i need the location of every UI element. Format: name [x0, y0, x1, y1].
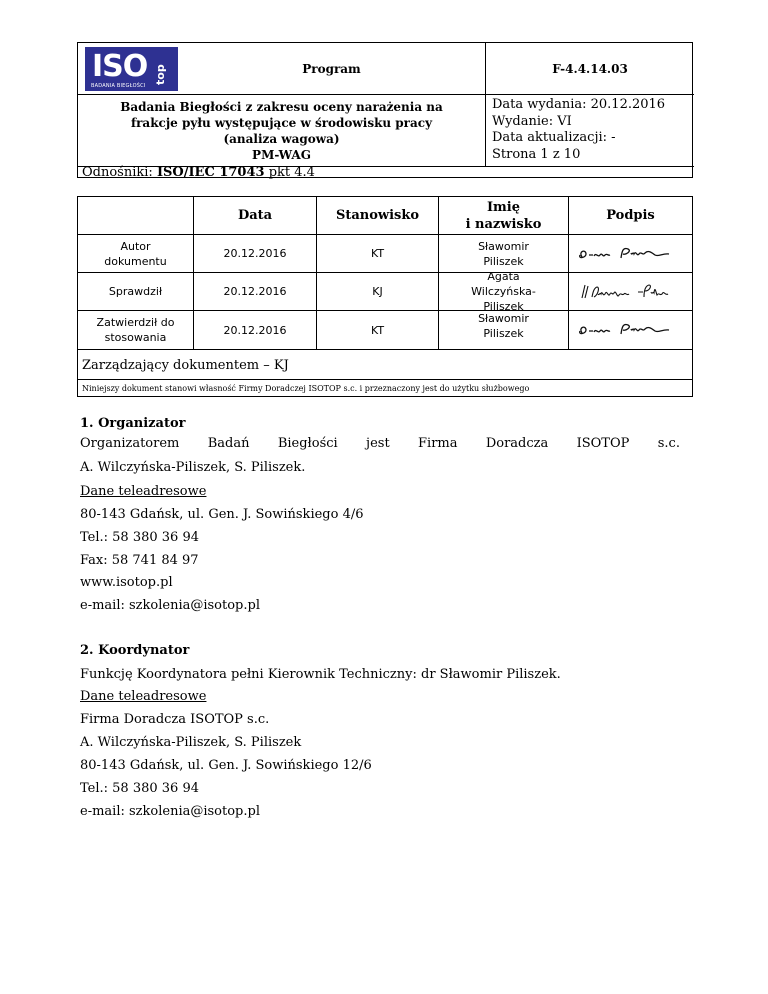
column-header-signature: Podpis	[606, 208, 655, 223]
document-meta	[492, 97, 665, 163]
edition: Wydanie: VI	[492, 113, 572, 129]
signature-image	[569, 311, 692, 349]
row-date: 20.12.2016	[223, 323, 287, 337]
column-header-position: Stanowisko	[335, 208, 420, 223]
row-role: Sprawdził	[108, 285, 163, 298]
section2-heading: 2. Koordynator	[80, 643, 190, 658]
section1-www: www.isotop.pl	[80, 575, 173, 590]
row-position: KT	[370, 323, 385, 337]
section2-phone: Tel.: 58 380 36 94	[80, 781, 199, 796]
section1-intro: Organizatorem Badań Biegłości jest Firma Doradcza ISOTOP s.c.	[80, 436, 680, 451]
signature-image	[569, 235, 692, 272]
section1-heading: 1. Organizator	[80, 416, 186, 431]
row-name: Agata Wilczyńska- Piliszek	[471, 269, 536, 313]
document-manager: Zarządzający dokumentem – KJ	[82, 358, 289, 373]
references: Odnośniki: ISO/IEC 17043 pkt 4.4	[82, 165, 315, 180]
section2-company: Firma Doradcza ISOTOP s.c.	[80, 712, 270, 727]
page-number: Strona 1 z 10	[492, 146, 581, 162]
column-header-date: Data	[237, 208, 273, 223]
section2-owners: A. Wilczyńska-Piliszek, S. Piliszek	[80, 735, 302, 750]
document-code: F-4.4.14.03	[552, 61, 628, 76]
column-header-name: Imię i nazwisko	[465, 199, 542, 232]
section1-fax: Fax: 58 741 84 97	[80, 553, 199, 568]
ownership-note: Niniejszy dokument stanowi własność Firmy Doradczej ISOTOP s.c. i przeznaczony jest do użytku służbowego	[82, 384, 530, 393]
row-position: KT	[370, 247, 385, 260]
row-role: Zatwierdził do stosowania	[96, 316, 175, 344]
section1-address: 80-143 Gdańsk, ul. Gen. J. Sowińskiego 4/6	[80, 507, 364, 522]
section2-contact-heading: Dane teleadresowe	[80, 689, 207, 704]
section1-contact-heading: Dane teleadresowe	[80, 484, 207, 499]
row-name: Sławomir Piliszek	[478, 312, 529, 340]
section1-email: e-mail: szkolenia@isotop.pl	[80, 598, 260, 613]
row-name: Sławomir Piliszek	[478, 239, 529, 268]
row-date: 20.12.2016	[223, 285, 287, 298]
document-title: Badania Biegłości z zakresu oceny narażenia na frakcje pyłu występujące w środowisku pracy (analiza wagowa) PM-WAG	[120, 100, 443, 162]
update-date: Data aktualizacji: -	[492, 130, 616, 145]
row-role: Autor dokumentu	[104, 239, 167, 268]
section1-phone: Tel.: 58 380 36 94	[80, 530, 199, 545]
row-date: 20.12.2016	[223, 247, 287, 260]
row-position: KJ	[372, 285, 383, 298]
section2-address: 80-143 Gdańsk, ul. Gen. J. Sowińskiego 12/6	[80, 758, 372, 773]
section2-email: e-mail: szkolenia@isotop.pl	[80, 804, 260, 819]
approval-table	[77, 196, 693, 397]
program-label: Program	[302, 61, 361, 76]
document-header	[77, 42, 693, 178]
isotop-logo: ISO top BADANIA BIEGŁOŚCI	[85, 47, 178, 91]
section1-intro-line2: A. Wilczyńska-Piliszek, S. Piliszek.	[80, 460, 306, 475]
issue-date: Data wydania: 20.12.2016	[492, 97, 666, 112]
signature-image	[569, 273, 692, 310]
section2-intro: Funkcję Koordynatora pełni Kierownik Techniczny: dr Sławomir Piliszek.	[80, 667, 561, 682]
